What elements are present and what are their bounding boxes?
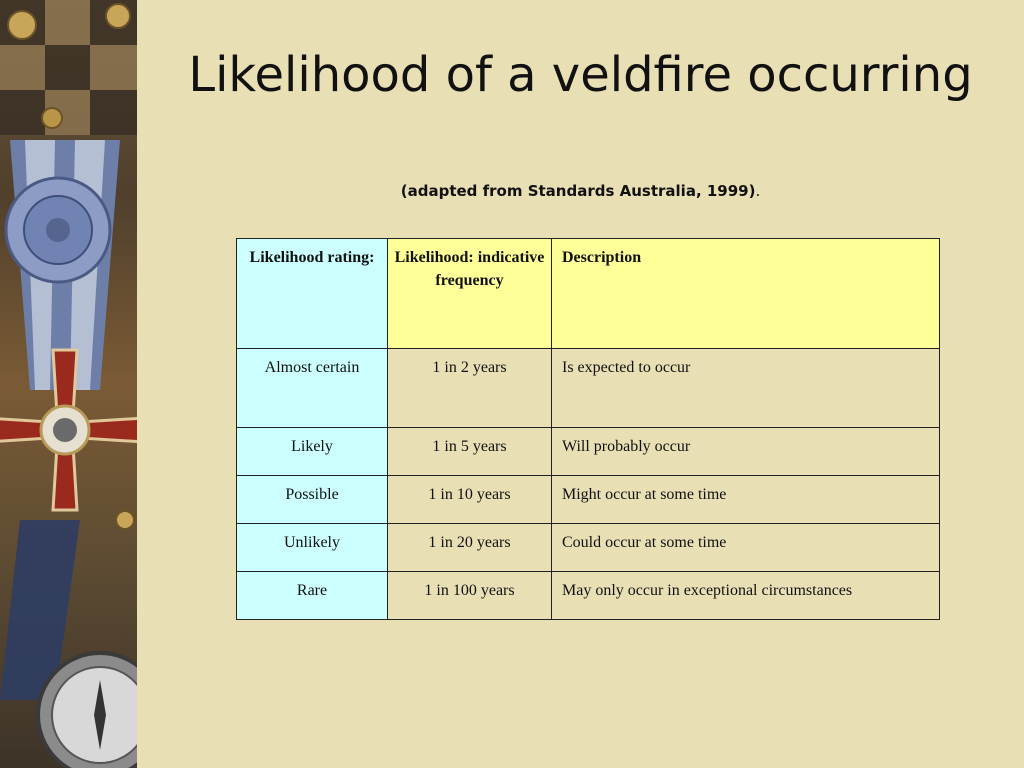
medal-compass-illustration (0, 0, 137, 768)
frequency-cell: 1 in 2 years (388, 349, 552, 428)
table-row (237, 476, 940, 524)
table-row (237, 524, 940, 572)
header-description: Description (552, 239, 940, 349)
header-likelihood-rating: Likelihood rating: (237, 239, 388, 349)
likelihood-table (236, 238, 940, 620)
citation-period: . (755, 182, 761, 200)
source-citation (137, 182, 1024, 200)
header-indicative-frequency: Likelihood: indicative frequency (388, 239, 552, 349)
frequency-cell: 1 in 100 years (388, 572, 552, 620)
description-cell: May only occur in exceptional circumstances (552, 572, 940, 620)
table-row (237, 349, 940, 428)
citation-text: (adapted from Standards Australia, 1999) (400, 182, 756, 200)
frequency-cell: 1 in 10 years (388, 476, 552, 524)
table-row (237, 428, 940, 476)
rating-cell: Likely (237, 428, 388, 476)
rating-cell: Unlikely (237, 524, 388, 572)
description-cell: Will probably occur (552, 428, 940, 476)
description-cell: Might occur at some time (552, 476, 940, 524)
description-cell: Could occur at some time (552, 524, 940, 572)
description-cell: Is expected to occur (552, 349, 940, 428)
frequency-cell: 1 in 5 years (388, 428, 552, 476)
table-header-row (237, 239, 940, 349)
table-row (237, 572, 940, 620)
rating-cell: Almost certain (237, 349, 388, 428)
frequency-cell: 1 in 20 years (388, 524, 552, 572)
rating-cell: Rare (237, 572, 388, 620)
decorative-side-image (0, 0, 137, 768)
rating-cell: Possible (237, 476, 388, 524)
slide-title: Likelihood of a veldfire occurring (188, 47, 973, 104)
